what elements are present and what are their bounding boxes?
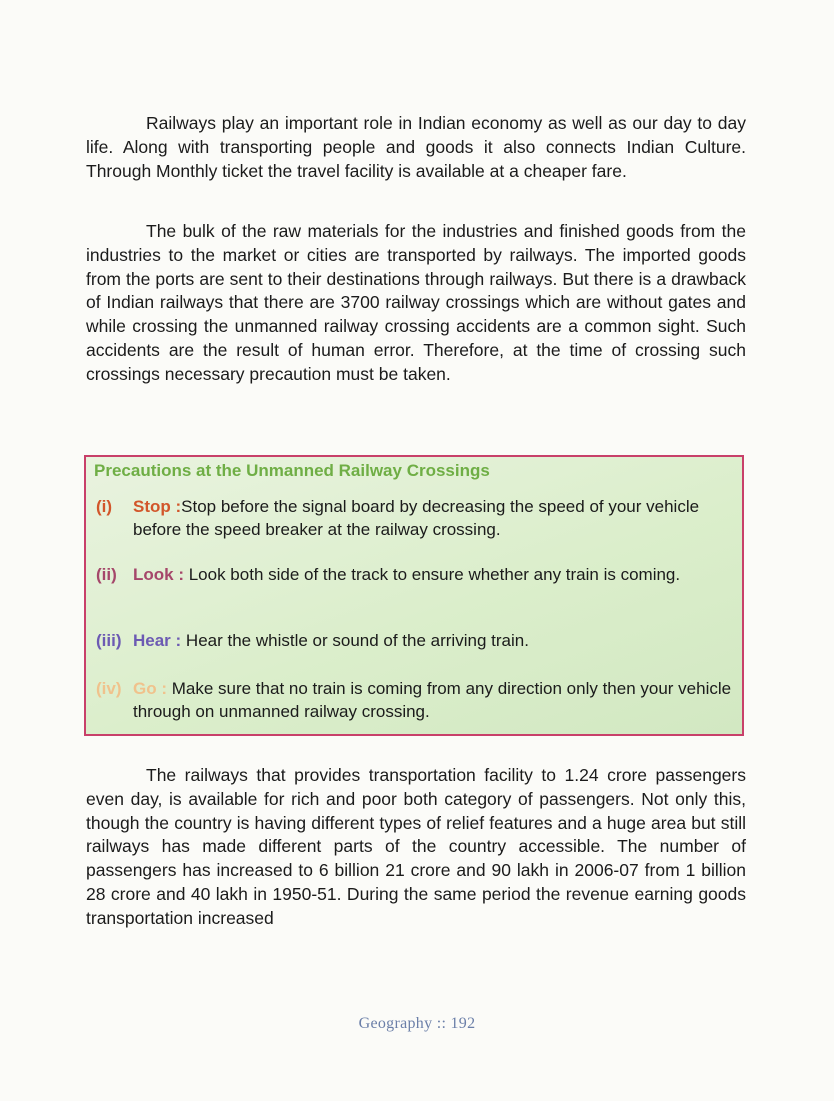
paragraph-raw-materials: The bulk of the raw materials for the industries and finished goods from the industries to the market or cities are transported by railways. The imported goods from the ports are sent to their destinations through railways. But there is a drawback of Indian railways that there are 3700 railway crossings which are without gates and while crossing the unmanned railway crossing accidents are a common sight. Such accidents are the result of human error. Therefore, at the time of crossing such crossings necessary precaution must be taken. xyxy=(86,221,746,384)
item-number: (i) xyxy=(96,497,113,516)
item-body xyxy=(133,563,732,586)
paragraph-railways-role: Railways play an important role in Indian economy as well as our day to day life. Along with transporting people and goods it also connects Indian Culture. Through Monthly ticket the travel facility is available at a cheaper fare. xyxy=(86,113,746,181)
precaution-item-look xyxy=(96,563,732,586)
precautions-box xyxy=(84,455,744,736)
item-text: Stop before the signal board by decreasing the speed of your vehicle before the speed breaker at the railway crossing. xyxy=(133,497,700,539)
precautions-title: Precautions at the Unmanned Railway Crossings xyxy=(94,461,490,480)
item-number: (iv) xyxy=(96,679,122,698)
page-footer: Geography :: 192 xyxy=(358,1015,476,1032)
item-text: Look both side of the track to ensure whether any train is coming. xyxy=(184,565,681,584)
item-text: Hear the whistle or sound of the arriving train. xyxy=(181,631,529,650)
item-label: Go : xyxy=(133,679,167,698)
item-body xyxy=(133,677,732,723)
precaution-item-go xyxy=(96,677,732,723)
item-label: Stop : xyxy=(133,497,182,516)
item-text: Make sure that no train is coming from any direction only then your vehicle through on unmanned railway crossing. xyxy=(133,679,732,721)
precaution-item-hear xyxy=(96,629,732,652)
precaution-item-stop xyxy=(96,495,732,541)
item-body xyxy=(133,629,732,652)
paragraph-passenger-transport: The railways that provides transportation facility to 1.24 crore passengers even day, is available for rich and poor both category of passengers. Not only this, though the country is having different types of relief features and a huge area but still railways has made different parts of the country accessible. The number of passengers has increased to 6 billion 21 crore and 90 lakh in 2006-07 from 1 billion 28 crore and 40 lakh in 1950-51. During the same period the revenue earning goods transportation increased xyxy=(86,765,746,928)
item-body xyxy=(133,495,732,541)
item-number: (ii) xyxy=(96,565,117,584)
item-label: Look : xyxy=(133,565,184,584)
item-number: (iii) xyxy=(96,631,122,650)
item-label: Hear : xyxy=(133,631,182,650)
